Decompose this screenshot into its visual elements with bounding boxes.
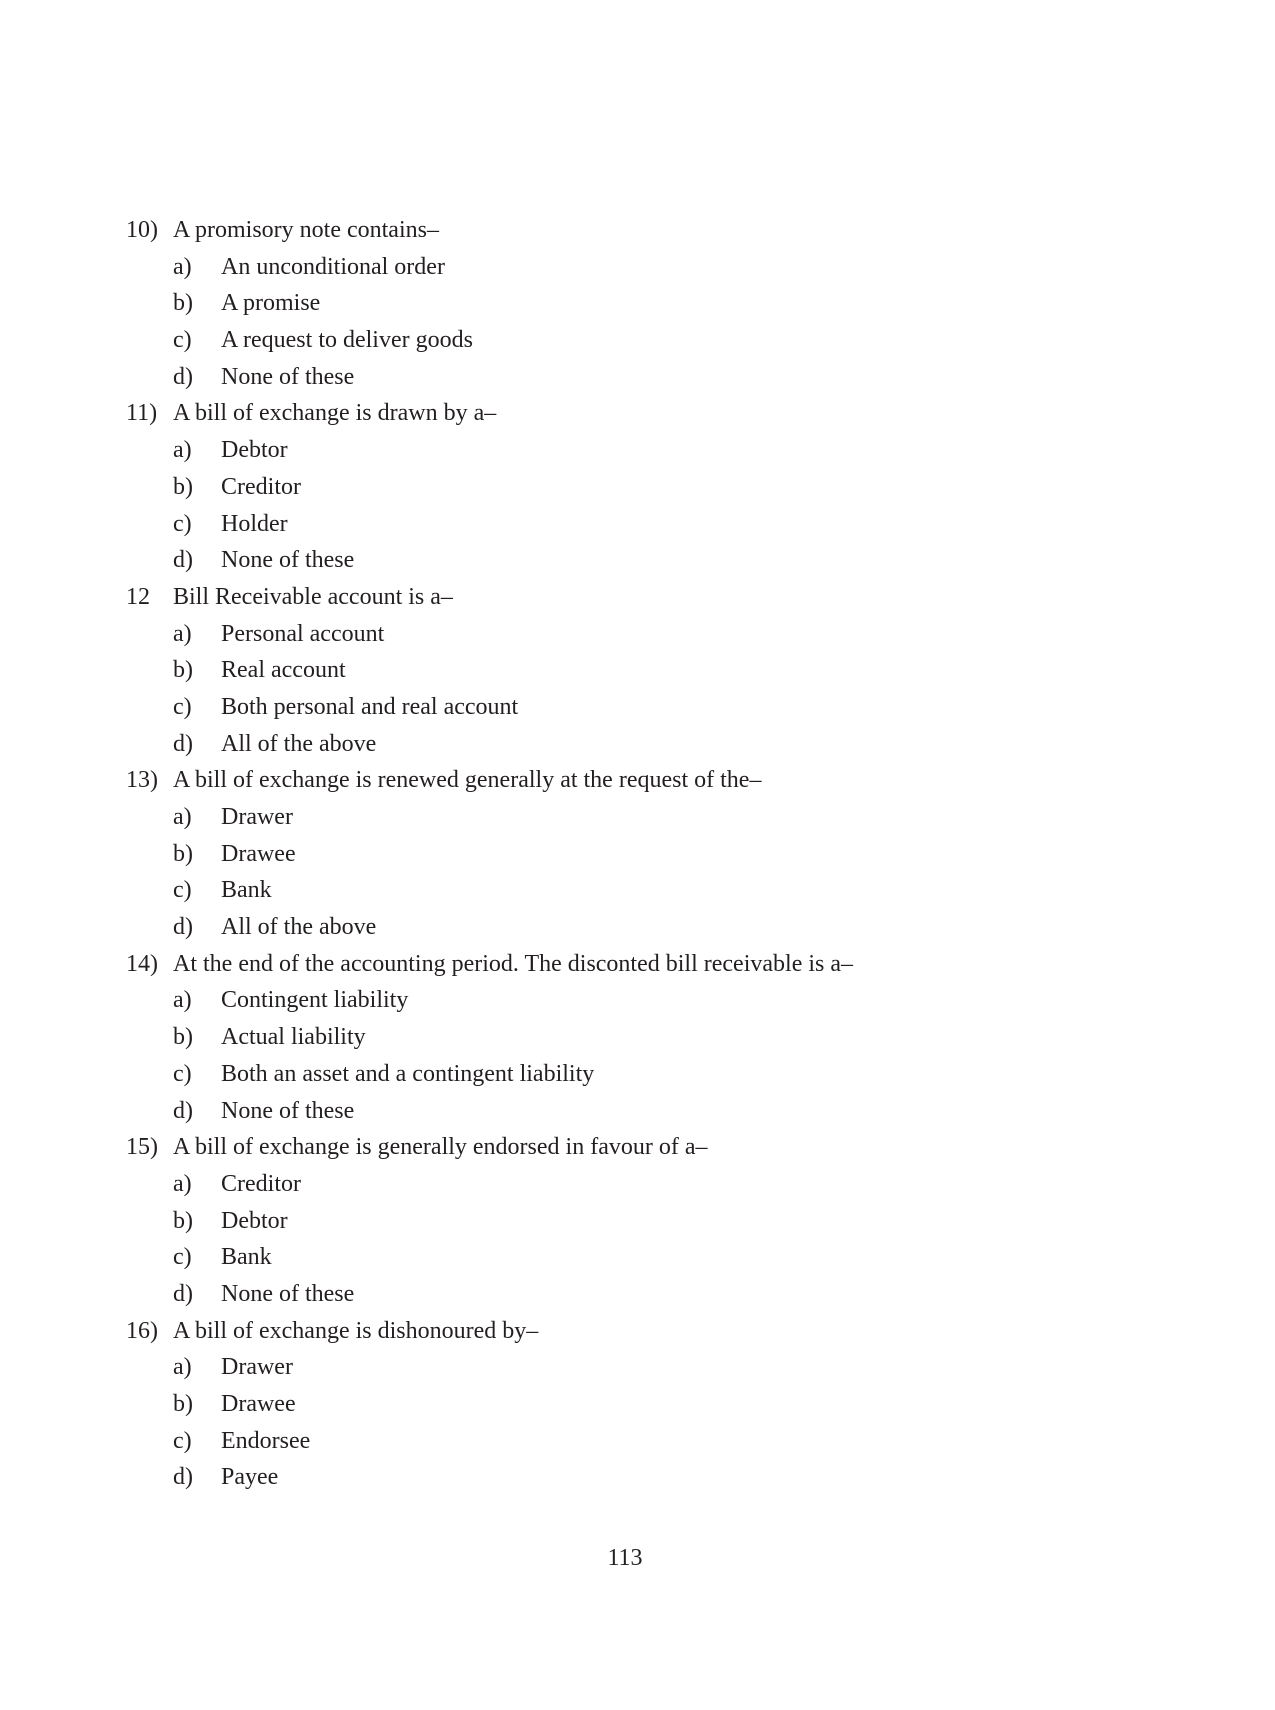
option-text: All of the above — [221, 730, 377, 757]
option-letter: d) — [173, 730, 193, 757]
question-12 — [0, 579, 1275, 616]
option-item — [0, 1056, 1275, 1093]
question-number: 12 — [126, 583, 150, 610]
option-item — [0, 1386, 1275, 1423]
question-11 — [0, 395, 1275, 432]
option-item — [0, 872, 1275, 909]
option-text: None of these — [221, 547, 355, 574]
option-letter: b) — [173, 1024, 193, 1051]
option-item — [0, 616, 1275, 653]
question-text: A promisory note contains– — [173, 217, 439, 243]
question-list — [0, 212, 1275, 1496]
option-letter: c) — [173, 1244, 192, 1271]
option-item — [0, 726, 1275, 763]
option-letter: c) — [173, 1427, 192, 1454]
option-item — [0, 285, 1275, 322]
option-item — [0, 1239, 1275, 1276]
option-letter: a) — [173, 437, 192, 464]
option-text: Payee — [221, 1464, 279, 1491]
question-text: A bill of exchange is dishonoured by– — [173, 1317, 539, 1344]
option-item — [0, 1166, 1275, 1203]
question-14 — [0, 946, 1275, 983]
option-text: Bank — [221, 1244, 272, 1271]
option-letter: c) — [173, 693, 192, 720]
option-item — [0, 1349, 1275, 1386]
option-text: Holder — [221, 510, 288, 537]
option-text: Contingent liability — [221, 987, 409, 1014]
option-item — [0, 652, 1275, 689]
option-text: Drawer — [221, 804, 293, 830]
option-text: All of the above — [221, 914, 377, 941]
option-text: Creditor — [221, 473, 301, 500]
question-text: A bill of exchange is drawn by a– — [173, 400, 497, 427]
option-text: Drawee — [221, 1391, 296, 1417]
option-item — [0, 909, 1275, 946]
option-letter: b) — [173, 290, 193, 317]
option-text: Both an asset and a contingent liability — [221, 1060, 595, 1087]
option-text: None of these — [221, 1097, 355, 1124]
option-letter: a) — [173, 253, 192, 280]
option-item — [0, 1276, 1275, 1313]
option-letter: a) — [173, 804, 192, 830]
option-text: None of these — [221, 363, 355, 390]
option-letter: d) — [173, 547, 193, 574]
option-item — [0, 689, 1275, 726]
option-item — [0, 506, 1275, 543]
question-number: 13) — [126, 767, 158, 794]
question-13 — [0, 762, 1275, 799]
option-item — [0, 1019, 1275, 1056]
question-number: 15) — [126, 1134, 158, 1161]
option-text: Actual liability — [221, 1024, 366, 1051]
option-item — [0, 249, 1275, 286]
option-text: Real account — [221, 657, 346, 684]
option-item — [0, 1203, 1275, 1240]
option-item — [0, 469, 1275, 506]
option-text: A promise — [221, 290, 321, 317]
question-10 — [0, 212, 1275, 249]
option-letter: d) — [173, 1464, 193, 1491]
option-item — [0, 982, 1275, 1019]
option-letter: c) — [173, 1060, 192, 1087]
option-letter: c) — [173, 510, 192, 537]
question-text: At the end of the accounting period. The disconted bill receivable is a– — [173, 950, 854, 977]
option-letter: b) — [173, 840, 193, 867]
option-text: A request to deliver goods — [221, 327, 473, 354]
option-letter: a) — [173, 1170, 192, 1197]
question-number: 10) — [126, 217, 158, 243]
option-item — [0, 432, 1275, 469]
option-letter: d) — [173, 1097, 193, 1124]
option-text: Debtor — [221, 1207, 288, 1234]
option-item — [0, 322, 1275, 359]
option-item — [0, 799, 1275, 836]
question-15 — [0, 1129, 1275, 1166]
option-letter: d) — [173, 363, 193, 390]
option-text: Bank — [221, 877, 272, 904]
option-letter: a) — [173, 1354, 192, 1381]
question-number: 16) — [126, 1317, 158, 1344]
question-text: A bill of exchange is generally endorsed in favour of a– — [173, 1134, 708, 1161]
option-text: An unconditional order — [221, 253, 445, 280]
option-text: Drawee — [221, 840, 296, 867]
option-text: Endorsee — [221, 1427, 311, 1454]
option-item — [0, 1423, 1275, 1460]
option-letter: a) — [173, 987, 192, 1014]
option-letter: c) — [173, 327, 192, 354]
option-letter: b) — [173, 1391, 193, 1417]
question-16 — [0, 1313, 1275, 1350]
question-text: Bill Receivable account is a– — [173, 583, 453, 610]
option-letter: b) — [173, 657, 193, 684]
option-item — [0, 359, 1275, 396]
option-item — [0, 1093, 1275, 1130]
question-number: 14) — [126, 950, 158, 977]
question-number: 11) — [126, 400, 158, 427]
option-letter: b) — [173, 473, 193, 500]
option-letter: c) — [173, 877, 192, 904]
option-letter: d) — [173, 1280, 193, 1307]
option-item — [0, 836, 1275, 873]
option-item — [0, 542, 1275, 579]
option-text: Personal account — [221, 620, 385, 647]
option-letter: b) — [173, 1207, 193, 1234]
question-text: A bill of exchange is renewed generally at the request of the– — [173, 767, 762, 794]
option-letter: a) — [173, 620, 192, 647]
option-text: Drawer — [221, 1354, 293, 1381]
option-text: Both personal and real account — [221, 693, 519, 720]
option-text: Creditor — [221, 1170, 301, 1197]
page-number: 113 — [607, 1545, 643, 1571]
option-text: None of these — [221, 1280, 355, 1307]
option-text: Debtor — [221, 437, 288, 464]
option-letter: d) — [173, 914, 193, 941]
option-item — [0, 1459, 1275, 1496]
